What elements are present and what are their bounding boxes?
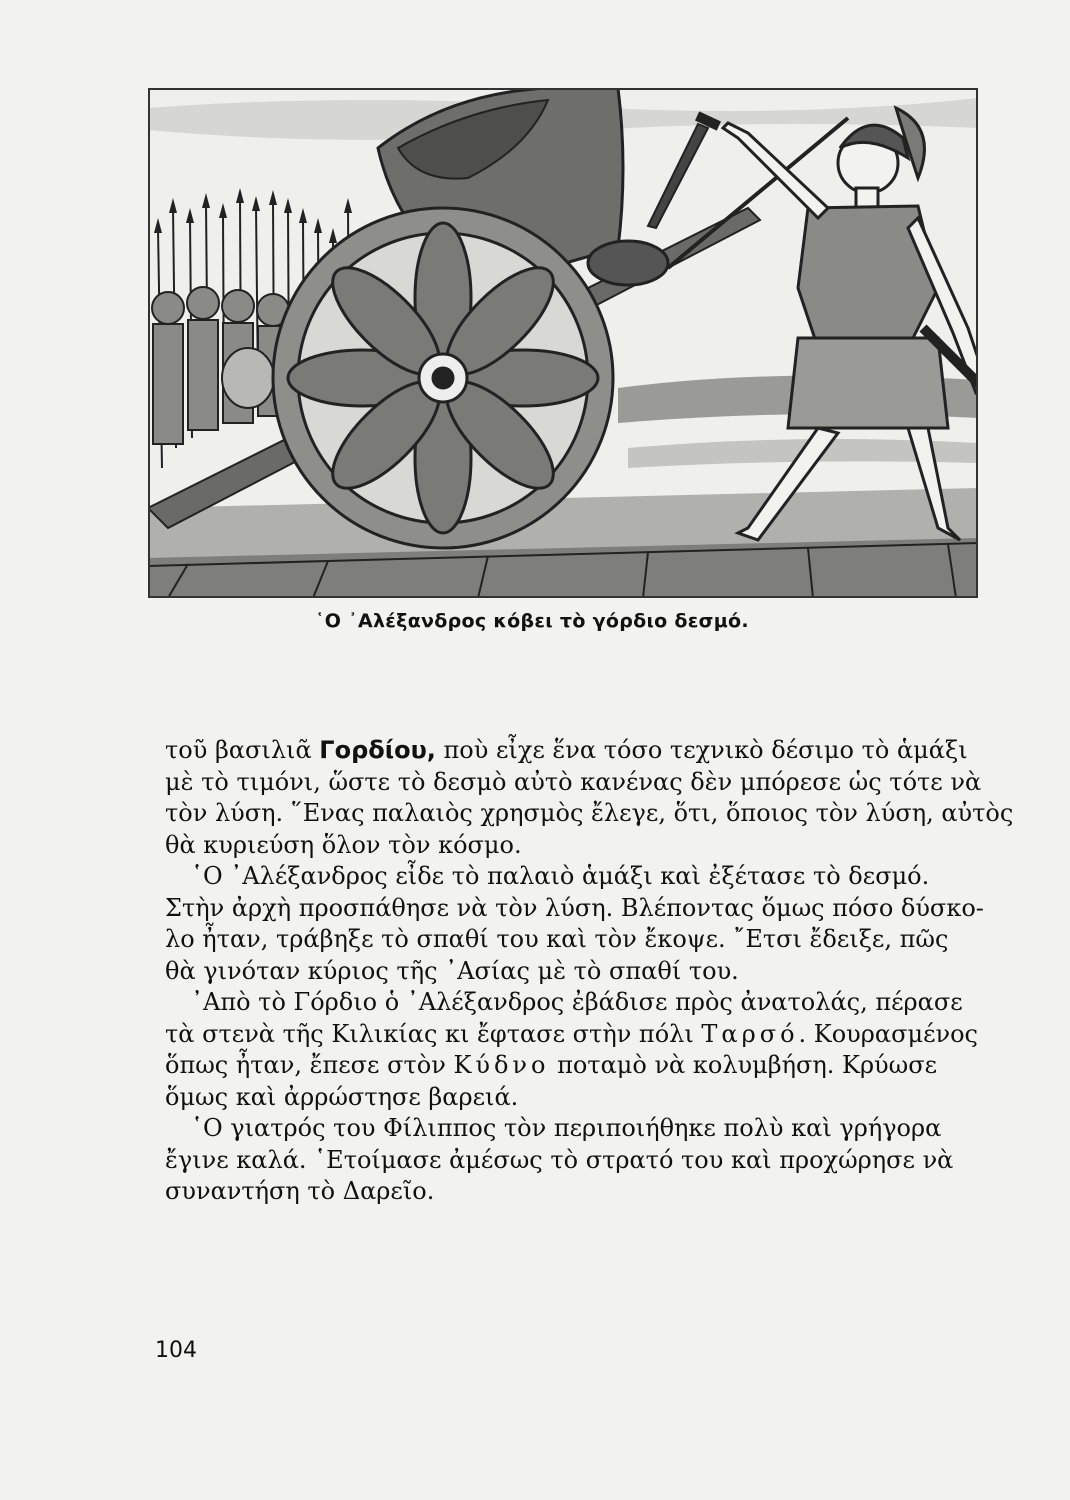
text-line: ὅμως καὶ ἀρρώστησε βαρειά. [165, 1082, 519, 1111]
page-number: 104 [155, 1338, 197, 1363]
gordian-knot-illustration [148, 88, 978, 598]
text-line: συναντήση τὸ Δαρεῖο. [165, 1177, 435, 1205]
spaced-place-name: Κύδνο [453, 1051, 550, 1079]
figure-caption: ῾Ο ᾿Αλέξανδρος κόβει τὸ γόρδιο δεσμό. [315, 610, 749, 632]
text-line: τοῦ βασιλιᾶ Γορδίου, ποὺ εἶχε ἕνα τόσο τεχνικὸ δέσιμο τὸ ἁμάξι [165, 736, 968, 764]
text-line: θὰ γινόταν κύριος τῆς ᾿Ασίας μὲ τὸ σπαθί του. [165, 956, 739, 985]
body-text [165, 735, 1014, 1208]
text-line: θὰ κυριεύση ὅλον τὸν κόσμο. [165, 830, 522, 859]
spaced-place-name: Ταρσό [701, 1019, 799, 1048]
text-line: λο ἦταν, τράβηξε τὸ σπαθί του καὶ τὸν ἔκοψε. ῎Ετσι ἔδειξε, πῶς [165, 925, 949, 953]
text-line: Στὴν ἀρχὴ προσπάθησε νὰ τὸν λύση. Βλέποντας ὅμως πόσο δύσκο- [165, 893, 984, 922]
text-line: ῾Ο γιατρός του Φίλιππος τὸν περιποιήθηκε πολὺ καὶ γρήγορα [191, 1114, 942, 1142]
text-line: ῾Ο ᾿Αλέξανδρος εἶδε τὸ παλαιὸ ἁμάξι καὶ ἐξέτασε τὸ δεσμό. [191, 862, 930, 890]
text-line: τὰ στενὰ τῆς Κιλικίας κι ἔφτασε στὴν πόλι Ταρσό. Κουρασμένος [165, 1019, 978, 1048]
text-line: ᾿Απὸ τὸ Γόρδιο ὁ ᾿Αλέξανδρος ἐβάδισε πρὸς ἀνατολάς, πέρασε [191, 988, 963, 1016]
text-line: ἔγινε καλά. ῾Ετοίμασε ἀμέσως τὸ στρατό του καὶ προχώρησε νὰ [165, 1145, 954, 1174]
text-line: τὸν λύση. ῞Ενας παλαιὸς χρησμὸς ἔλεγε, ὅτι, ὅποιος τὸν λύση, αὐτὸς [165, 799, 1014, 827]
text-line: μὲ τὸ τιμόνι, ὥστε τὸ δεσμὸ αὐτὸ κανένας δὲν μπόρεσε ὡς τότε νὰ [165, 767, 982, 796]
emphasized-name: Γορδίου, [319, 736, 436, 764]
text-line: ὅπως ἦταν, ἔπεσε στὸν Κύδνο ποταμὸ νὰ κολυμβήση. Κρύωσε [165, 1051, 938, 1079]
